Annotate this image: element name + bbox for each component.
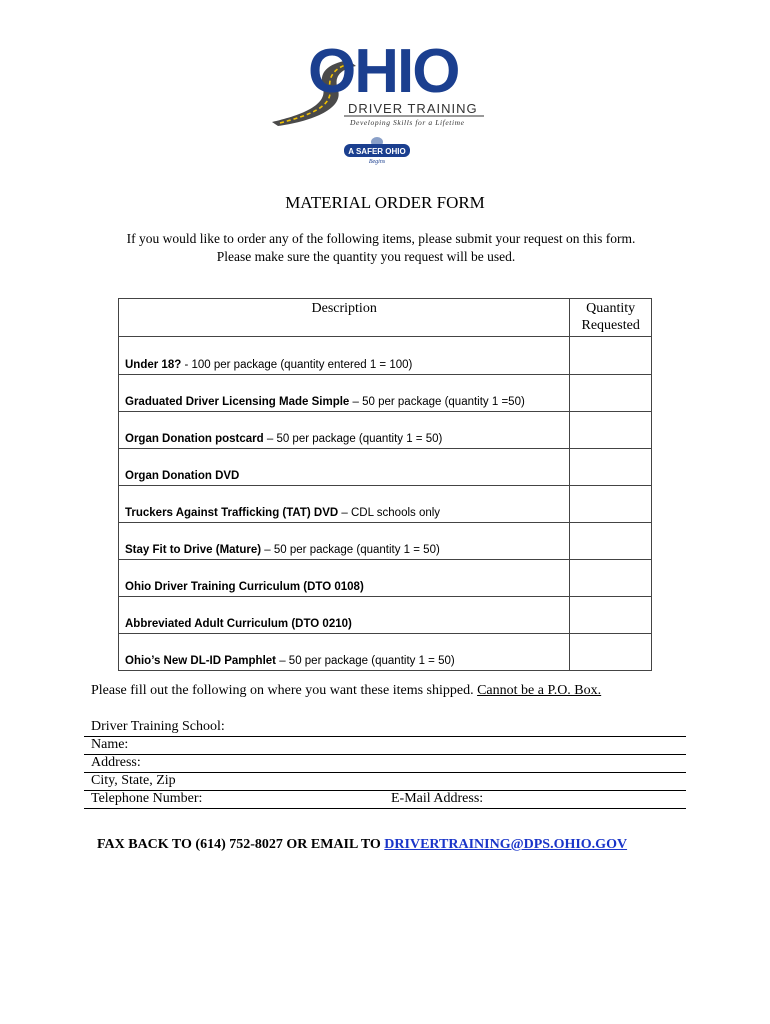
item-description bbox=[119, 634, 570, 671]
email-label: E-Mail Address: bbox=[391, 791, 484, 806]
material-order-table bbox=[118, 298, 652, 671]
table-row bbox=[119, 412, 652, 449]
po-box-warning: Cannot be a P.O. Box. bbox=[477, 683, 602, 698]
item-detail: – 50 per package (quantity 1 = 50) bbox=[276, 655, 455, 667]
school-label: Driver Training School: bbox=[91, 719, 225, 734]
fax-instruction bbox=[97, 837, 627, 853]
item-name: Stay Fit to Drive (Mature) bbox=[125, 544, 262, 556]
item-name: Organ Donation DVD bbox=[125, 470, 240, 482]
table-row bbox=[119, 337, 652, 375]
item-name: Ohio Driver Training Curriculum (DTO 0108) bbox=[125, 581, 364, 593]
quantity-cell[interactable] bbox=[570, 523, 652, 560]
quantity-cell[interactable] bbox=[570, 560, 652, 597]
logo-slogan: Developing Skills for a Lifetime bbox=[350, 118, 465, 127]
item-detail: – 50 per package (quantity 1 = 50) bbox=[261, 544, 440, 556]
name-field[interactable] bbox=[84, 736, 686, 755]
quantity-cell[interactable] bbox=[570, 375, 652, 412]
item-detail: - 100 per package (quantity entered 1 = 100) bbox=[181, 359, 413, 371]
table-row bbox=[119, 634, 652, 671]
seal-text: A SAFER OHIO bbox=[348, 147, 406, 156]
item-detail: – 50 per package (quantity 1 =50) bbox=[349, 396, 525, 408]
table-row bbox=[119, 523, 652, 560]
seal-sub: Begins bbox=[368, 159, 386, 165]
quantity-cell[interactable] bbox=[570, 412, 652, 449]
item-name: Graduated Driver Licensing Made Simple bbox=[125, 396, 350, 408]
item-description bbox=[119, 449, 570, 486]
fax-text: FAX BACK TO (614) 752-8027 OR EMAIL TO bbox=[97, 837, 385, 852]
quantity-cell[interactable] bbox=[570, 337, 652, 375]
logo-tagline: DRIVER TRAINING bbox=[348, 101, 478, 116]
quantity-cell[interactable] bbox=[570, 597, 652, 634]
driver-training-school-field[interactable] bbox=[84, 718, 686, 737]
address-label: Address: bbox=[91, 755, 141, 770]
item-description bbox=[119, 337, 570, 375]
table-row bbox=[119, 560, 652, 597]
item-name: Ohio’s New DL-ID Pamphlet bbox=[125, 655, 277, 667]
shipping-instruction bbox=[91, 683, 601, 699]
quantity-header bbox=[570, 299, 652, 337]
table-row bbox=[119, 375, 652, 412]
table-row bbox=[119, 449, 652, 486]
quantity-cell[interactable] bbox=[570, 449, 652, 486]
name-label: Name: bbox=[91, 737, 129, 752]
quantity-header-line1: Quantity bbox=[586, 301, 636, 316]
email-link[interactable]: DRIVERTRAINING@DPS.OHIO.GOV bbox=[384, 837, 628, 852]
telephone-email-field[interactable] bbox=[84, 790, 686, 809]
item-detail: – 50 per package (quantity 1 = 50) bbox=[263, 433, 443, 445]
table-header-row bbox=[119, 299, 652, 337]
quantity-cell[interactable] bbox=[570, 486, 652, 523]
item-name: Truckers Against Trafficking (TAT) DVD bbox=[125, 507, 339, 519]
city-label: City, State, Zip bbox=[91, 773, 176, 788]
item-name: Abbreviated Adult Curriculum (DTO 0210) bbox=[125, 618, 352, 630]
item-name: Under 18? bbox=[125, 359, 182, 371]
description-header: Description bbox=[119, 299, 570, 337]
intro-line-2: Please make sure the quantity you request will be used. bbox=[216, 249, 516, 264]
address-field[interactable] bbox=[84, 754, 686, 773]
item-description bbox=[119, 375, 570, 412]
item-name: Organ Donation postcard bbox=[125, 433, 264, 445]
logo-brand: OHIO bbox=[308, 37, 459, 106]
item-description bbox=[119, 486, 570, 523]
quantity-cell[interactable] bbox=[570, 634, 652, 671]
telephone-label: Telephone Number: bbox=[91, 791, 203, 806]
ohio-driver-training-logo bbox=[268, 36, 494, 128]
quantity-header-line2: Requested bbox=[581, 318, 640, 333]
item-detail: – CDL schools only bbox=[338, 507, 441, 519]
shipping-instruction-text: Please fill out the following on where you want these items shipped. bbox=[91, 683, 478, 698]
item-description bbox=[119, 523, 570, 560]
table-row bbox=[119, 597, 652, 634]
intro-line-1: If you would like to order any of the following items, please submit your request on this form. bbox=[126, 231, 636, 246]
item-description bbox=[119, 412, 570, 449]
table-row bbox=[119, 486, 652, 523]
item-description bbox=[119, 597, 570, 634]
form-title: MATERIAL ORDER FORM bbox=[285, 193, 485, 212]
safer-ohio-seal bbox=[338, 136, 416, 168]
city-state-zip-field[interactable] bbox=[84, 772, 686, 791]
item-description bbox=[119, 560, 570, 597]
